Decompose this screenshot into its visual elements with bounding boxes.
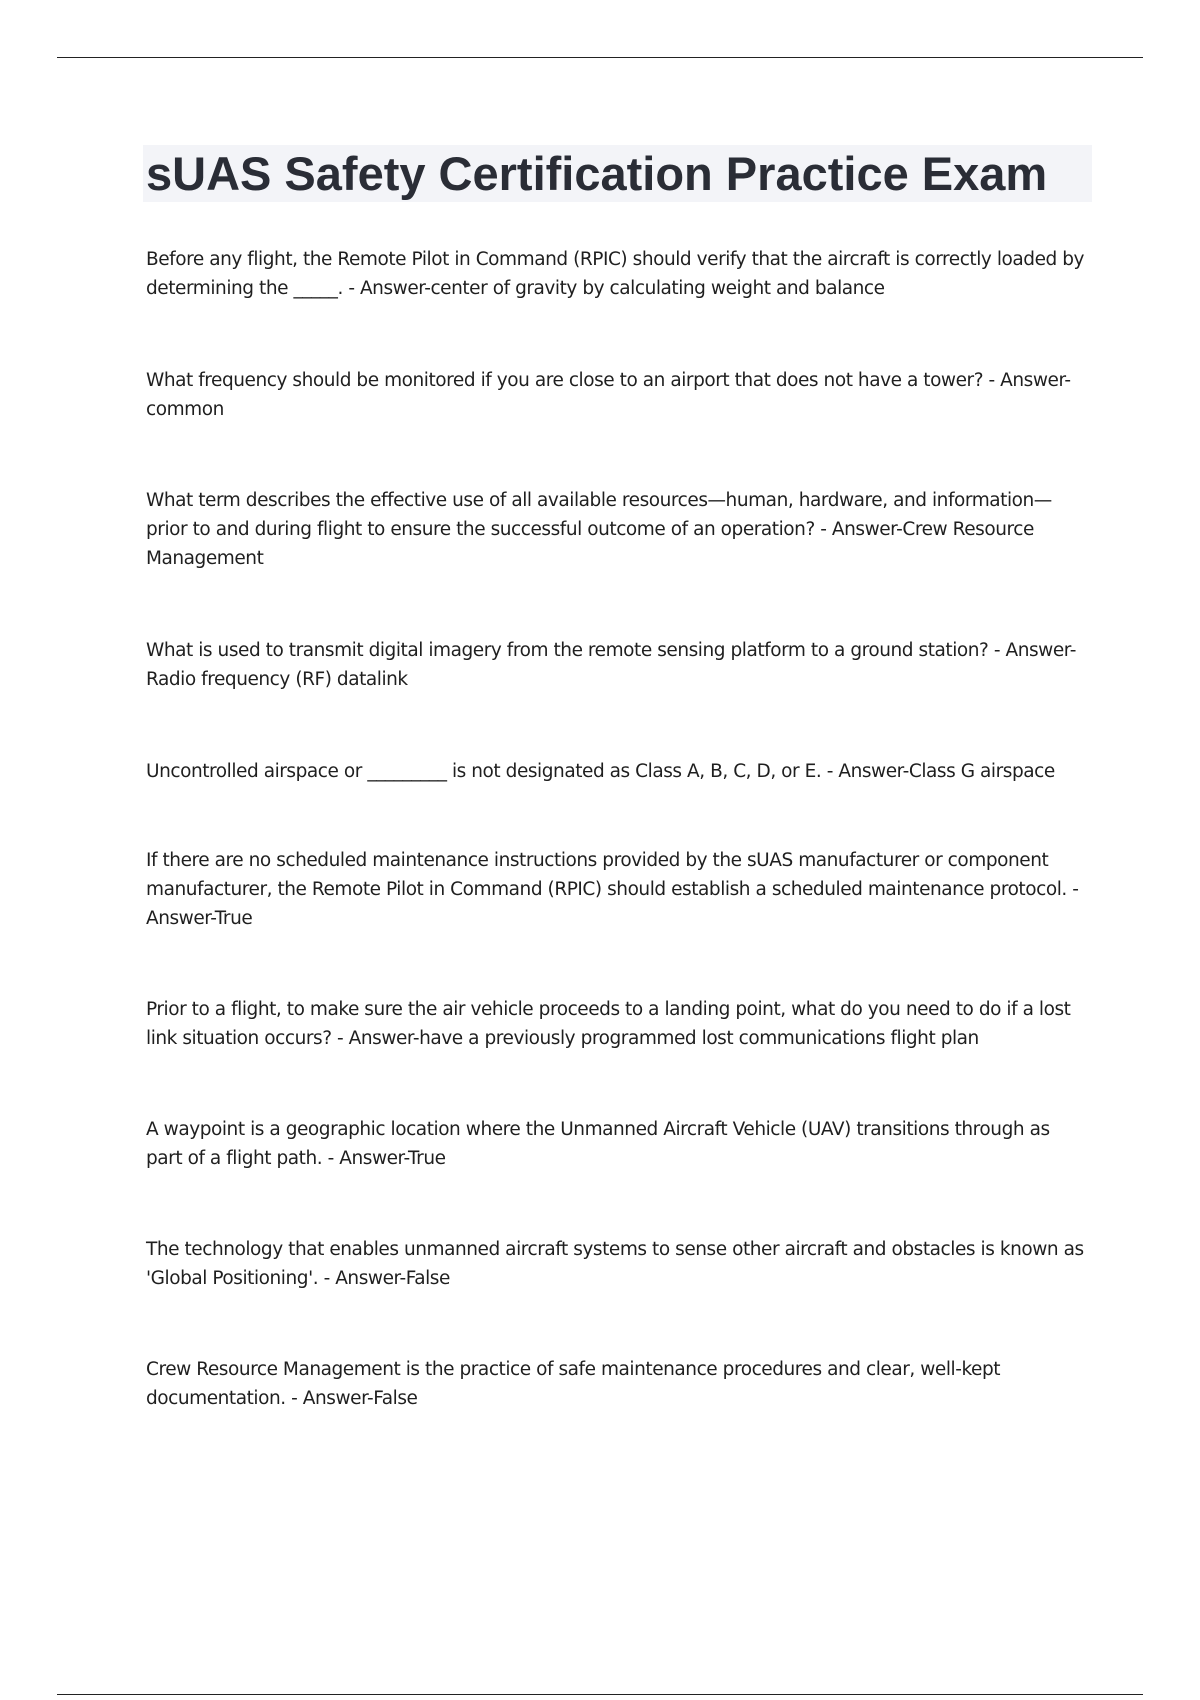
question-answer-item: What is used to transmit digital imagery from the remote sensing platform to a ground station? - Answer-Radio frequency (RF) datalink: [146, 640, 1076, 690]
page-title: sUAS Safety Certification Practice Exam: [146, 147, 1048, 200]
question-answer-item: A waypoint is a geographic location where the Unmanned Aircraft Vehicle (UAV) transitions through as part of a flight path. - Answer-True: [146, 1119, 1050, 1169]
question-answer-item: If there are no scheduled maintenance instructions provided by the sUAS manufacturer or component manufacturer, the Remote Pilot in Command (RPIC) should establish a scheduled maintenance protocol. - Answer-True: [146, 850, 1079, 929]
question-answer-item: Prior to a flight, to make sure the air vehicle proceeds to a landing point, what do you need to do if a lost link situation occurs? - Answer-have a previously programmed lost communications flight plan: [146, 999, 1071, 1049]
question-answer-item: Crew Resource Management is the practice of safe maintenance procedures and clear, well-kept documentation. - Answer-False: [146, 1359, 1001, 1409]
question-answer-item: What term describes the effective use of all available resources—human, hardware, and information—prior to and during flight to ensure the successful outcome of an operation? - Answer-Crew Resource Management: [146, 490, 1052, 569]
footer-rule: [57, 1694, 1143, 1695]
question-answer-item: Before any flight, the Remote Pilot in Command (RPIC) should verify that the aircraft is correctly loaded by determining the _____. - Answer-center of gravity by calculating weight and balance: [146, 249, 1085, 299]
question-answer-item: Uncontrolled airspace or _________ is not designated as Class A, B, C, D, or E. - Answer-Class G airspace: [146, 761, 1055, 782]
question-answer-item: What frequency should be monitored if you are close to an airport that does not have a tower? - Answer-common: [146, 370, 1071, 420]
question-answer-item: The technology that enables unmanned aircraft systems to sense other aircraft and obstacles is known as 'Global Positioning'. - Answer-False: [146, 1239, 1084, 1289]
header-rule: [57, 57, 1143, 58]
